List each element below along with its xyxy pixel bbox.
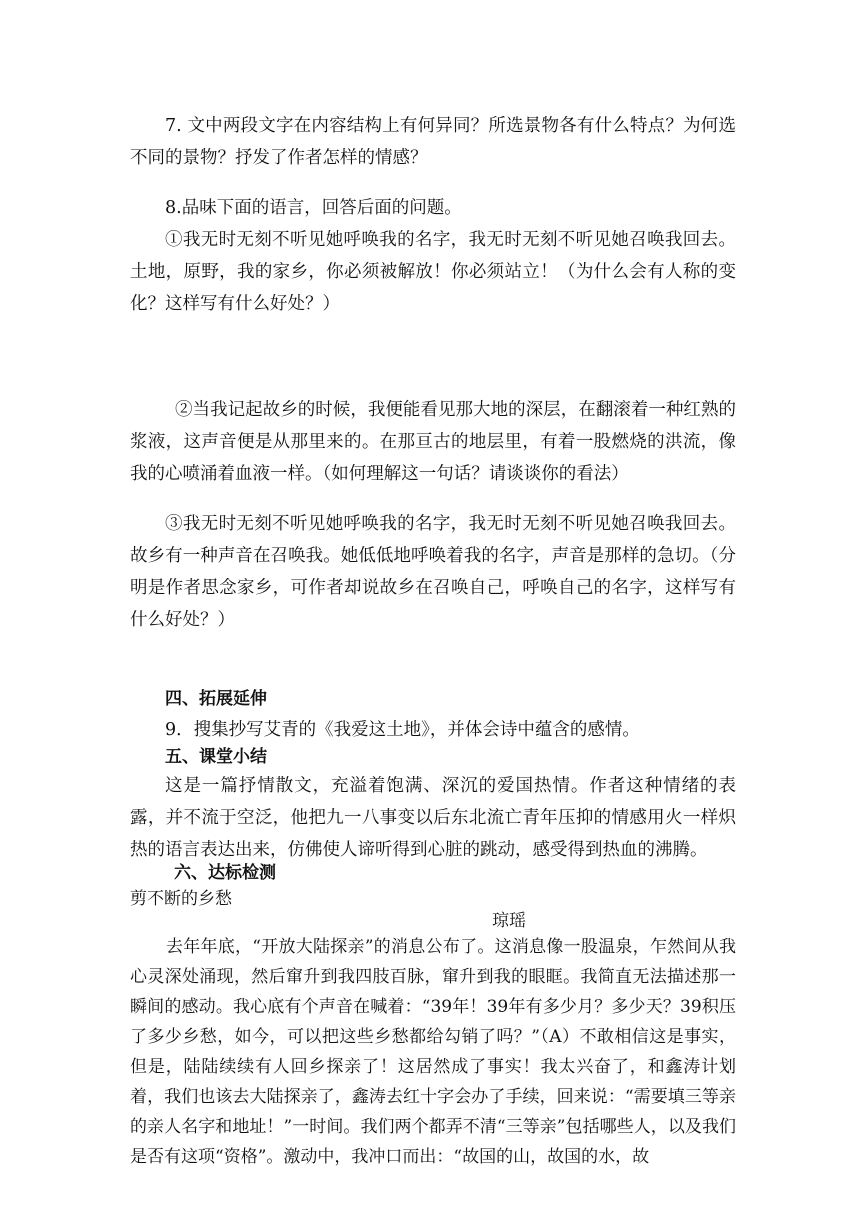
section-4-heading: 四、拓展延伸: [165, 689, 267, 709]
class-summary: 这是一篇抒情散文，充溢着饱满、深沉的爱国热情。作者这种情绪的表露，并不流于空泛，他把九一八事变以后东北流亡青年压抑的情感用火一样炽热的语言表达出来，仿佛使人谛听得到心脏的跳动，感受得到热血的沸腾。: [130, 776, 736, 860]
question-8-item-3: ③我无时无刻不听见她呼唤我的名字，我无时无刻不听见她召唤我回去。故乡有一种声音在召唤我。她低低地呼唤着我的名字，声音是那样的急切。（分明是作者思念家乡，可作者却说故乡在召唤自己，呼唤自己的名字，这样写有什么好处？）: [130, 514, 736, 630]
question-7: 7. 文中两段文字在内容结构上有何异同？所选景物各有什么特点？为何选不同的景物？抒发了作者怎样的情感？: [130, 116, 736, 168]
essay-title: 剪不断的乡愁: [130, 889, 232, 909]
essay-body: 去年年底，“开放大陆探亲”的消息公布了。这消息像一股温泉，乍然间从我心灵深处涌现，然后窜升到我四肢百脉，窜升到我的眼眶。我简直无法描述那一瞬间的感动。我心底有个声音在喊着：“39年！39年有多少月？多少天？39积压了多少乡愁，如今，可以把这些乡愁都给勾销了吗？”（A）不敢相信这是事实，但是，陆陆续续有人回乡探亲了！这居然成了事实！我太兴奋了，和鑫涛计划着，我们也该去大陆探亲了，鑫涛去红十字会办了手续，回来说：“需要填三等亲的亲人名字和地址！”一时间。我们两个都弄不清“三等亲”包括哪些人，以及我们是否有这项“资格”。激动中，我冲口而出：“故国的山，故国的水，故: [130, 937, 736, 1167]
question-8-title: 8.品味下面的语言，回答后面的问题。: [165, 198, 462, 218]
essay-author: 琼瑶: [492, 911, 526, 931]
question-8-item-1: ①我无时无刻不听见她呼唤我的名字，我无时无刻不听见她召唤我回去。土地，原野，我的家乡，你必须被解放！你必须站立！（为什么会有人称的变化？这样写有什么好处？）: [130, 230, 736, 314]
question-9: 9．搜集抄写艾青的《我爱这土地》，并体会诗中蕴含的感情。: [165, 720, 640, 740]
section-6-heading: 六、达标检测: [174, 863, 276, 883]
question-8-item-2: ②当我记起故乡的时候，我便能看见那大地的深层，在翻滚着一种红熟的浆液，这声音便是从那里来的。在那亘古的地层里，有着一股燃烧的洪流，像我的心喷涌着血液一样。（如何理解这一句话？请谈谈你的看法）: [130, 400, 736, 484]
section-5-heading: 五、课堂小结: [165, 747, 267, 767]
